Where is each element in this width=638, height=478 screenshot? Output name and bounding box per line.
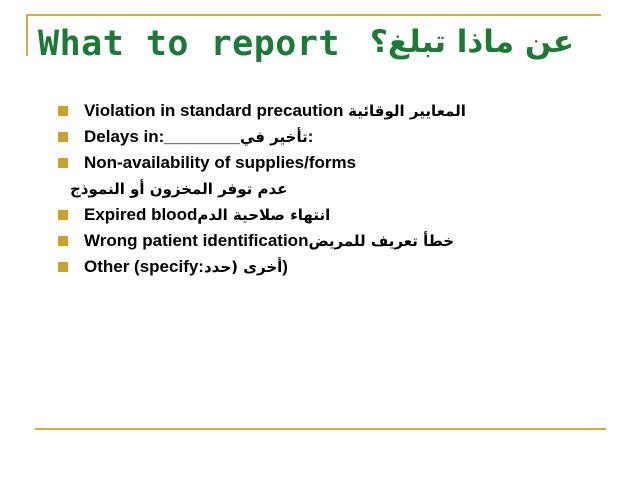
- slide-title-english: What to report: [38, 24, 341, 64]
- top-accent-rule: [26, 14, 601, 16]
- list-item-non-availability-arabic: [52, 176, 612, 202]
- list-item-other: [52, 254, 612, 280]
- list-item-wrong-identification: [52, 228, 612, 254]
- item-text: Wrong patient identification: [84, 231, 309, 250]
- item-arabic: عدم توفر المخزون أو النموذج: [70, 180, 288, 198]
- item-text: Other (specify:: [84, 257, 204, 276]
- square-bullet-icon: [58, 132, 68, 142]
- square-bullet-icon: [58, 158, 68, 168]
- item-text: Non-availability of supplies/forms: [84, 153, 357, 172]
- square-bullet-icon: [58, 236, 68, 246]
- item-text: Delays in:________: [84, 127, 240, 146]
- item-arabic: انتهاء صلاحية الدم: [197, 206, 331, 224]
- slide-title-arabic: عن ماذا تبلغ؟: [369, 24, 574, 60]
- square-bullet-icon: [58, 210, 68, 220]
- item-arabic: تأخير في: [239, 128, 308, 146]
- side-accent-rule: [26, 14, 28, 56]
- square-bullet-icon: [58, 262, 68, 272]
- list-item-non-availability: [52, 150, 612, 176]
- list-item-expired-blood: [52, 202, 612, 228]
- item-text: Violation in standard precaution: [84, 101, 349, 120]
- item-arabic: أخرى (حدد: [203, 258, 283, 276]
- item-suffix: ): [282, 257, 288, 276]
- list-item-delays: [52, 124, 612, 150]
- item-arabic: خطأ تعريف للمريض: [308, 232, 455, 250]
- square-bullet-icon: [58, 106, 68, 116]
- bottom-accent-rule: [35, 428, 606, 430]
- bullet-list: [52, 98, 612, 280]
- list-item-violation: [52, 98, 612, 124]
- item-text: Expired blood: [84, 205, 198, 224]
- item-suffix: :: [307, 127, 314, 146]
- item-arabic: المعايير الوقائية: [348, 102, 466, 120]
